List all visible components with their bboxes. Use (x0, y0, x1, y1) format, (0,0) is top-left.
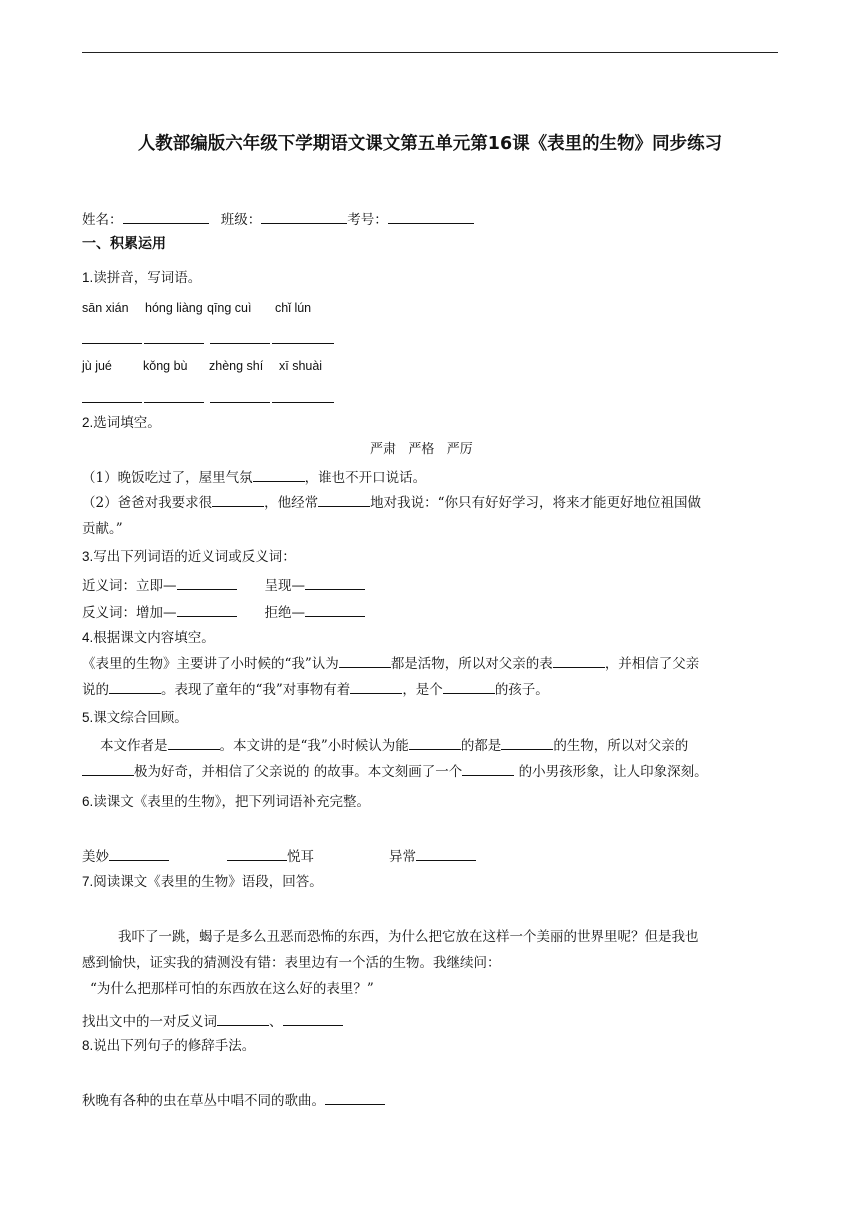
q6-prompt: 6.读课文《表里的生物》，把下列词语补充完整。 (82, 794, 371, 810)
q6-blank-1[interactable] (109, 846, 169, 861)
q4-blank-1[interactable] (339, 653, 391, 668)
q8-blank[interactable] (325, 1090, 385, 1105)
q3-blank-3[interactable] (177, 602, 237, 617)
class-blank[interactable] (261, 209, 347, 224)
q4-text: 《表里的生物》主要讲了小时候的“我”认为 都是活物，所以对父亲的表 ，并相信了父亲 说的 。表现了童年的“我”对事物有着 ，是个 的孩子。 (82, 651, 778, 703)
q5-text: 本文作者是 。本文讲的是“我”小时候认为能 的都是 的生物，所以对父亲的 极为好奇，并相信了父亲说的 的故事。本文刻画了一个 的小男孩形象，让人印象深刻。 (82, 733, 778, 785)
page-title: 人教部编版六年级下学期语文课文第五单元第16课《表里的生物》同步练习 (137, 134, 723, 154)
q3-blank-4[interactable] (305, 602, 365, 617)
q6-blank-2[interactable] (227, 846, 287, 861)
name-label: 姓名： (82, 212, 123, 228)
q3-blank-2[interactable] (305, 575, 365, 590)
q7-blank-2[interactable] (283, 1011, 343, 1026)
q5-blank-1[interactable] (168, 735, 220, 750)
q6-blank-3[interactable] (416, 846, 476, 861)
q3-prompt: 3.写出下列词语的近义词或反义词： (82, 549, 296, 565)
q3-antonyms: 反义词：增加— 拒绝— (82, 602, 365, 622)
q7-prompt: 7.阅读课文《表里的生物》语段，回答。 (82, 874, 323, 890)
q4-blank-3[interactable] (109, 679, 161, 694)
q2-prompt: 2.选词填空。 (82, 415, 161, 431)
number-label: 考号： (347, 212, 388, 228)
q6-words: 美妙 悦耳 异常 (82, 846, 476, 866)
q1-pinyin-row1: sān xián hóng liàng qīng cuì chǐ lún (82, 301, 312, 315)
q2-sentence-2: （2）爸爸对我要求很 ，他经常 地对我说：“你只有好好学习，将来才能更好地位祖国做 贡献。” (82, 490, 778, 542)
class-label: 班级： (220, 212, 262, 228)
section-heading: 一、积累运用 (82, 236, 166, 252)
q1-prompt: 1.读拼音，写词语。 (82, 270, 202, 286)
q7-passage: 我吓了一跳，蝎子是多么丑恶而恐怖的东西，为什么把它放在这样一个美丽的世界里呢？但是我也 感到愉快，证实我的猜测没有错：表里边有一个活的生物。我继续问： “为什么把那样可怕的东西放在这么好的表里？” (82, 929, 699, 997)
q5-blank-2[interactable] (409, 735, 461, 750)
q4-prompt: 4.根据课文内容填空。 (82, 630, 215, 646)
q2-word-choices: 严肃 严格 严厉 (370, 442, 473, 457)
student-info-row (82, 209, 474, 229)
q2-blank-3[interactable] (318, 492, 370, 507)
q4-blank-4[interactable] (350, 679, 402, 694)
q5-blank-3[interactable] (501, 735, 553, 750)
q5-prompt: 5.课文综合回顾。 (82, 710, 188, 726)
q1-pinyin-row2: jù jué kǒng bù zhèng shí xī shuài (82, 359, 323, 373)
q2-sentence-1: （1）晚饭吃过了，屋里气氛 ，谁也不开口说话。 (82, 467, 426, 487)
q4-blank-2[interactable] (553, 653, 605, 668)
top-rule (82, 52, 778, 53)
number-blank[interactable] (388, 209, 474, 224)
q5-blank-4[interactable] (82, 761, 134, 776)
q7-blank-1[interactable] (217, 1011, 269, 1026)
q8-prompt: 8.说出下列句子的修辞手法。 (82, 1038, 256, 1054)
q3-synonyms: 近义词：立即— 呈现— (82, 575, 365, 595)
q7-question: 找出文中的一对反义词 、 (82, 1011, 343, 1031)
q8-sentence: 秋晚有各种的虫在草丛中唱不同的歌曲。 (82, 1090, 385, 1110)
q5-blank-5[interactable] (462, 761, 514, 776)
q2-blank-1[interactable] (253, 467, 305, 482)
q2-blank-2[interactable] (212, 492, 264, 507)
name-blank[interactable] (123, 209, 209, 224)
q3-blank-1[interactable] (177, 575, 237, 590)
q4-blank-5[interactable] (443, 679, 495, 694)
